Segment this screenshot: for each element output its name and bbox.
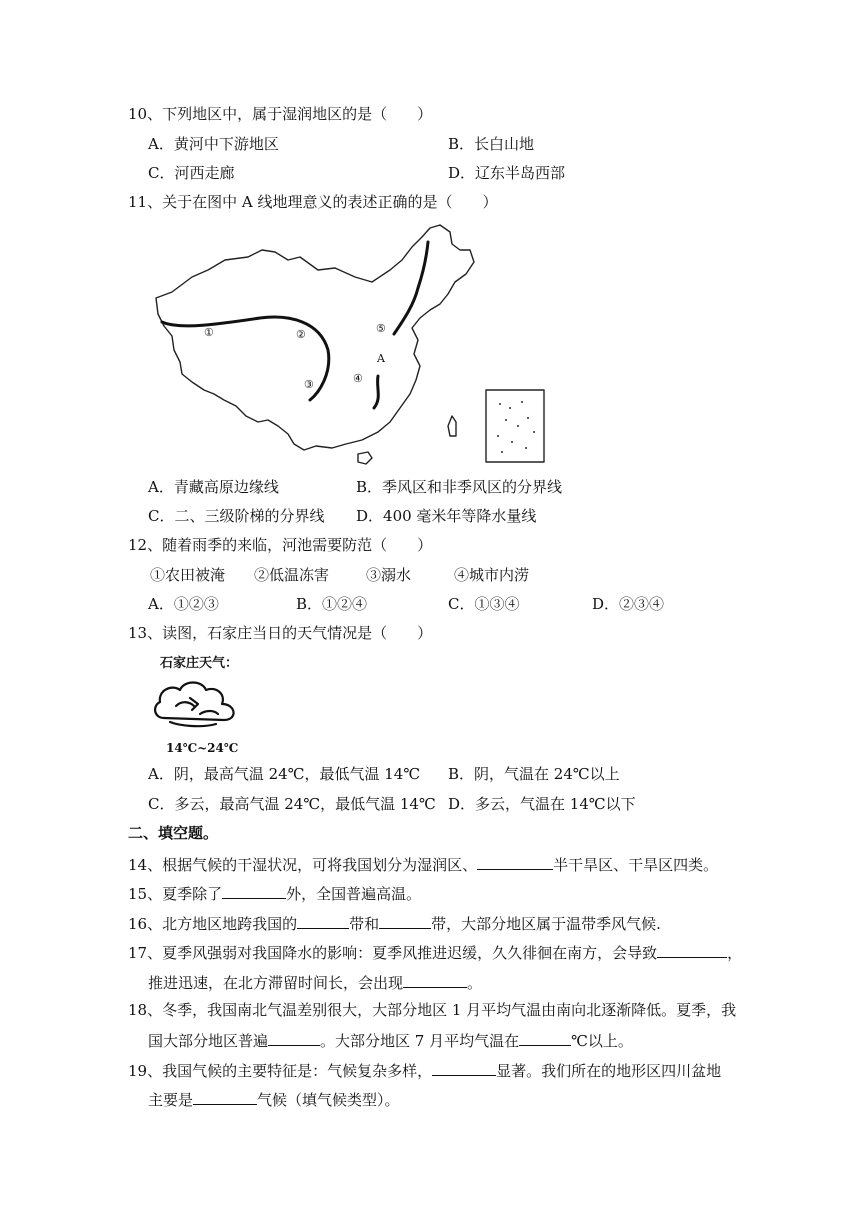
q15 [128,882,421,904]
q10-option-c: C．河西走廊 [148,164,235,182]
q19-text-c: 主要是 [148,1091,194,1109]
q17-text-a: 17、夏季风强弱对我国降水的影响：夏季风推进迟缓，久久徘徊在南方，会导致 [128,944,658,962]
q17-blank-2[interactable] [403,971,467,988]
q14-blank[interactable] [477,853,553,870]
q15-blank[interactable] [222,882,286,899]
q18-blank-2[interactable] [519,1029,571,1046]
q12-item-1: ①农田被淹 [150,566,226,584]
q14-text-a: 14、根据气候的干湿状况，可将我国划分为湿润区、 [128,856,478,874]
q18-text-a: 国大部分地区普遍 [148,1032,269,1050]
q15-text-b: 外，全国普遍高温。 [286,885,422,903]
q17-line-1 [128,941,742,963]
q16-text-c: 带，大部分地区属于温带季风气候. [431,915,661,933]
q17-text-d: 。 [467,974,483,992]
q15-text-a: 15、夏季除了 [128,885,223,903]
q12-stem: 12、随着雨季的来临，河池需要防范（ ） [128,536,433,554]
q18-line-2 [148,1029,633,1051]
q12-option-d: D．②③④ [592,595,665,613]
q18-text-c: ℃以上。 [571,1032,633,1050]
q19-blank-1[interactable] [432,1059,496,1076]
section-fill-in-title: 二、填空题。 [128,824,219,842]
map-label-3: ③ [304,378,314,391]
q10-stem: 10、下列地区中，属于湿润地区的是（ ） [128,105,433,123]
cloudy-weather-icon [150,676,242,730]
q11-option-a: A．青藏高原边缘线 [148,478,279,496]
q17-line-2 [148,971,482,993]
q11-option-b: B．季风区和非季风区的分界线 [356,478,563,496]
q14-text-b: 半干旱区、干旱区四类。 [553,856,719,874]
map-label-1: ① [204,326,214,339]
q12-item-3: ③溺水 [366,566,412,584]
q13-stem: 13、读图，石家庄当日的天气情况是（ ） [128,624,433,642]
q16 [128,912,661,934]
q10-option-b: B．长白山地 [448,135,535,153]
map-label-2: ② [296,328,306,341]
q17-blank-1[interactable] [657,941,727,958]
q18-blank-1[interactable] [268,1029,320,1046]
q19-text-b: 显著。我们所在的地形区四川盆地 [496,1062,722,1080]
q12-item-2: ②低温冻害 [254,566,330,584]
map-label-a: A [377,352,385,365]
q12-option-a: A．①②③ [148,595,219,613]
q19-line-1 [128,1059,721,1081]
weather-figure-title: 石家庄天气： [160,656,239,671]
q19-blank-2[interactable] [193,1088,257,1105]
q19-text-a: 19、我国气候的主要特征是：气候复杂多样， [128,1062,433,1080]
q16-blank-1[interactable] [297,912,349,929]
map-label-4: ④ [353,372,363,385]
china-map-figure [150,222,550,467]
q19-text-d: 气候（填气候类型）。 [257,1091,400,1109]
q12-item-4: ④城市内涝 [454,566,530,584]
q13-option-a: A．阴，最高气温 24℃，最低气温 14℃ [148,765,421,783]
q16-text-a: 16、北方地区地跨我国的 [128,915,298,933]
weather-figure-temp: 14℃~24℃ [166,741,239,755]
q18-line-1: 18、冬季，我国南北气温差别很大，大部分地区 1 月平均气温由南向北逐渐降低。夏季，我 [128,1001,737,1019]
q12-option-c: C．①③④ [448,595,520,613]
q16-text-b: 带和 [349,915,380,933]
q13-option-d: D．多云，气温在 14℃以下 [448,795,636,813]
q11-option-c: C．二、三级阶梯的分界线 [148,507,325,525]
q11-option-d: D．400 毫米年等降水量线 [356,507,537,525]
q17-text-c: 推进迅速，在北方滞留时间长，会出现 [148,974,404,992]
q13-option-b: B．阴，气温在 24℃以上 [448,765,620,783]
q10-option-d: D．辽东半岛西部 [448,164,566,182]
map-label-5: ⑤ [376,322,386,335]
q11-stem: 11、关于在图中 A 线地理意义的表述正确的是（ ） [128,193,498,211]
q17-text-b: ， [727,944,743,962]
q10-option-a: A．黄河中下游地区 [148,135,279,153]
q13-option-c: C．多云，最高气温 24℃，最低气温 14℃ [148,795,436,813]
q16-blank-2[interactable] [379,912,431,929]
q19-line-2 [148,1088,400,1110]
q18-text-b: 。大部分地区 7 月平均气温在 [320,1032,520,1050]
q14 [128,853,718,875]
q12-option-b: B．①②④ [296,595,368,613]
